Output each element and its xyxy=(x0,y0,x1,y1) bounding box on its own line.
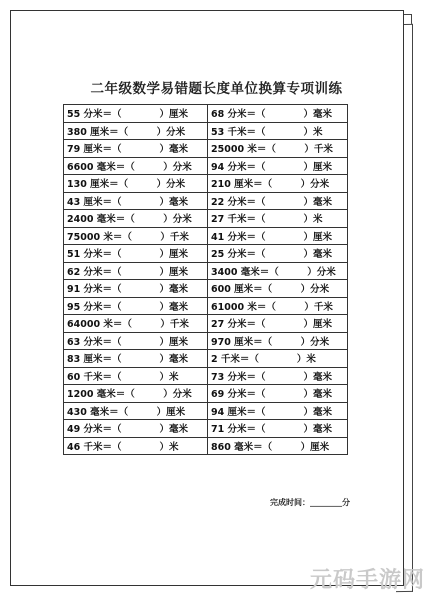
exercise-right: 3400 毫米＝（ ）分米 xyxy=(208,262,348,280)
exercise-right: 27 分米＝（ ）厘米 xyxy=(208,315,348,333)
exercise-left: 43 厘米＝（ ）毫米 xyxy=(64,192,208,210)
exercise-right: 61000 米＝（ ）千米 xyxy=(208,297,348,315)
exercise-right: 25 分米＝（ ）毫米 xyxy=(208,245,348,263)
exercise-row xyxy=(64,315,348,333)
exercise-right: 860 毫米＝（ ）厘米 xyxy=(208,437,348,455)
exercise-row xyxy=(64,367,348,385)
exercise-table xyxy=(63,104,348,455)
exercise-right: 94 厘米＝（ ）毫米 xyxy=(208,402,348,420)
exercise-row xyxy=(64,175,348,193)
exercise-right: 210 厘米＝（ ）分米 xyxy=(208,175,348,193)
exercise-row xyxy=(64,437,348,455)
worksheet-title: 二年级数学易错题长度单位换算专项训练 xyxy=(90,81,343,97)
exercise-row xyxy=(64,385,348,403)
exercise-left: 64000 米＝（ ）千米 xyxy=(64,315,208,333)
exercise-left: 75000 米＝（ ）千米 xyxy=(64,227,208,245)
exercise-right: 970 厘米＝（ ）分米 xyxy=(208,332,348,350)
exercise-right: 68 分米＝（ ）毫米 xyxy=(208,105,348,123)
exercise-left: 1200 毫米＝（ ）分米 xyxy=(64,385,208,403)
exercise-right: 22 分米＝（ ）毫米 xyxy=(208,192,348,210)
exercise-row xyxy=(64,420,348,438)
site-watermark: 元码手游网 xyxy=(309,568,425,593)
exercise-left: 430 毫米＝（ ）厘米 xyxy=(64,402,208,420)
exercise-row xyxy=(64,192,348,210)
exercise-left: 6600 毫米＝（ ）分米 xyxy=(64,157,208,175)
exercise-row xyxy=(64,402,348,420)
exercise-left: 130 厘米＝（ ）分米 xyxy=(64,175,208,193)
exercise-row xyxy=(64,297,348,315)
exercise-left: 51 分米＝（ ）厘米 xyxy=(64,245,208,263)
exercise-row xyxy=(64,262,348,280)
exercise-left: 49 分米＝（ ）毫米 xyxy=(64,420,208,438)
exercise-row xyxy=(64,105,348,123)
exercise-left: 46 千米＝（ ）米 xyxy=(64,437,208,455)
exercise-left: 2400 毫米＝（ ）分米 xyxy=(64,210,208,228)
exercise-right: 27 千米＝（ ）米 xyxy=(208,210,348,228)
exercise-left: 380 厘米＝（ ）分米 xyxy=(64,122,208,140)
exercise-row xyxy=(64,157,348,175)
exercise-right: 2 千米＝（ ）米 xyxy=(208,350,348,368)
exercise-left: 60 千米＝（ ）米 xyxy=(64,367,208,385)
exercise-row xyxy=(64,122,348,140)
completion-time-label: 完成时间：________分 xyxy=(270,498,350,507)
exercise-right: 53 千米＝（ ）米 xyxy=(208,122,348,140)
exercise-left: 83 厘米＝（ ）毫米 xyxy=(64,350,208,368)
exercise-right: 94 分米＝（ ）厘米 xyxy=(208,157,348,175)
exercise-left: 95 分米＝（ ）毫米 xyxy=(64,297,208,315)
exercise-row xyxy=(64,140,348,158)
exercise-right: 73 分米＝（ ）毫米 xyxy=(208,367,348,385)
exercise-left: 62 分米＝（ ）厘米 xyxy=(64,262,208,280)
exercise-left: 63 分米＝（ ）厘米 xyxy=(64,332,208,350)
exercise-row xyxy=(64,350,348,368)
exercise-left: 91 分米＝（ ）毫米 xyxy=(64,280,208,298)
exercise-right: 69 分米＝（ ）毫米 xyxy=(208,385,348,403)
exercise-row xyxy=(64,245,348,263)
exercise-row xyxy=(64,332,348,350)
exercise-right: 71 分米＝（ ）毫米 xyxy=(208,420,348,438)
exercise-row xyxy=(64,227,348,245)
exercise-left: 79 厘米＝（ ）毫米 xyxy=(64,140,208,158)
exercise-right: 25000 米＝（ ）千米 xyxy=(208,140,348,158)
exercise-row xyxy=(64,280,348,298)
exercise-right: 600 厘米＝（ ）分米 xyxy=(208,280,348,298)
exercise-row xyxy=(64,210,348,228)
exercise-right: 41 分米＝（ ）厘米 xyxy=(208,227,348,245)
exercise-left: 55 分米＝（ ）厘米 xyxy=(64,105,208,123)
